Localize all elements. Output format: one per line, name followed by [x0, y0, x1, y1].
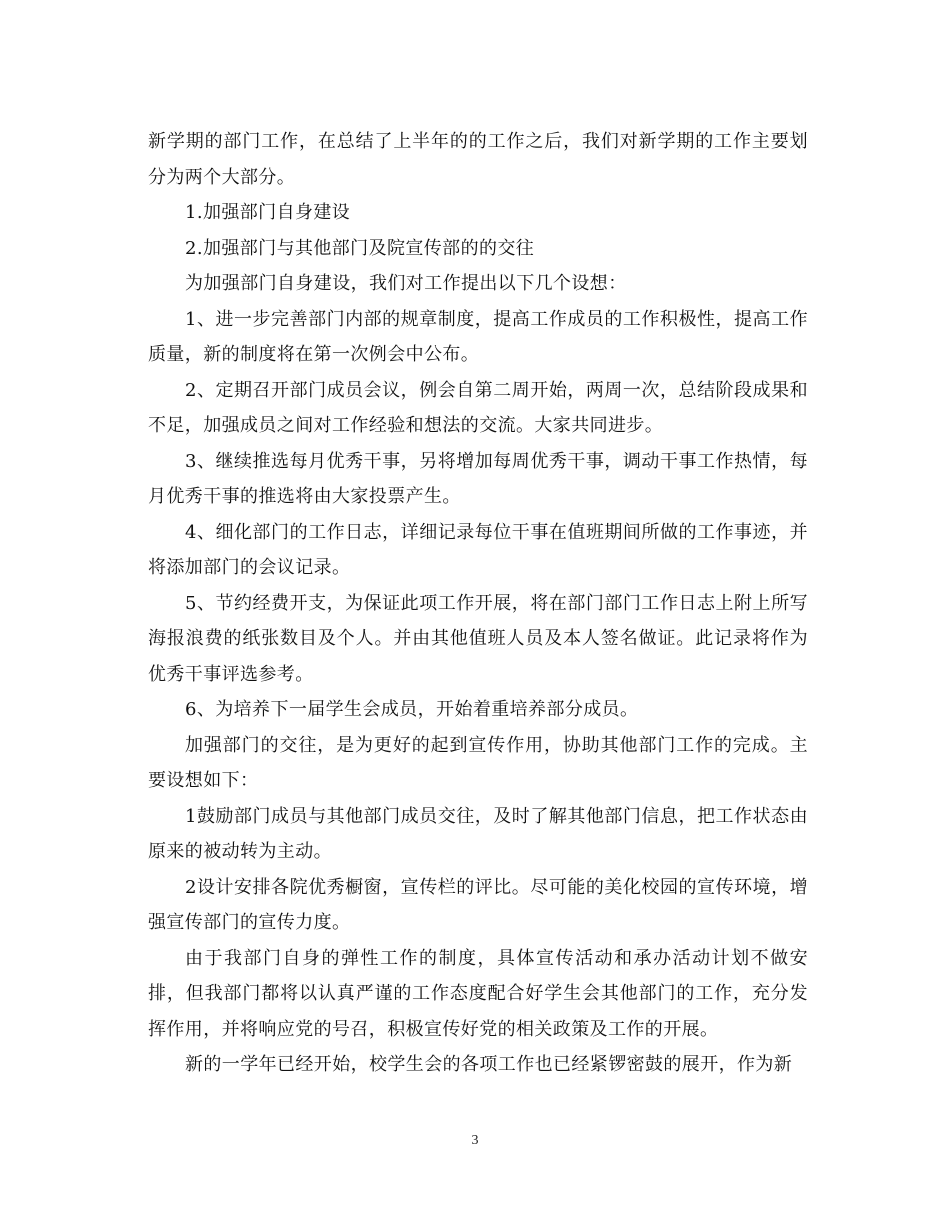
paragraph-self-building-intro: 为加强部门自身建设，我们对工作提出以下几个设想： — [185, 273, 627, 294]
paragraph-item-4: 4、细化部门的工作日志，详细记录每位干事在值班期间所做的工作事迹，并将添加部门的会议记录。 — [148, 521, 808, 578]
paragraph-item-6: 6、为培养下一届学生会成员，开始着重培养部分成员。 — [185, 699, 639, 720]
paragraph-part-1: 1.加强部门自身建设 — [185, 202, 351, 223]
paragraph-exchange-intro: 加强部门的交往，是为更好的起到宣传作用，协助其他部门工作的完成。主要设想如下： — [148, 734, 808, 791]
document-body — [148, 124, 808, 1083]
paragraph-flexible-system: 由于我部门自身的弹性工作的制度，具体宣传活动和承办活动计划不做安排，但我部门都将以认真严谨的工作态度配合好学生会其他部门的工作，充分发挥作用，并将响应党的号召，积极宣传好党的相关政策及工作的开展。 — [148, 947, 808, 1040]
paragraph-item-1: 1、进一步完善部门内部的规章制度，提高工作成员的工作积极性，提高工作质量，新的制度将在第一次例会中公布。 — [148, 308, 808, 365]
paragraph-item-3: 3、继续推选每月优秀干事，另将增加每周优秀干事，调动干事工作热情，每月优秀干事的推选将由大家投票产生。 — [148, 450, 808, 507]
paragraph-item-2: 2、定期召开部门成员会议，例会自第二周开始，两周一次，总结阶段成果和不足，加强成员之间对工作经验和想法的交流。大家共同进步。 — [148, 379, 808, 436]
paragraph-part-2: 2.加强部门与其他部门及院宣传部的的交往 — [185, 237, 535, 259]
paragraph-exchange-1: 1鼓励部门成员与其他部门成员交往，及时了解其他部门信息，把工作状态由原来的被动转为主动。 — [148, 805, 808, 862]
paragraph-item-5: 5、节约经费开支，为保证此项工作开展，将在部门部门工作日志上附上所写海报浪费的纸张数目及个人。并由其他值班人员及本人签名做证。此记录将作为优秀干事评选参考。 — [148, 592, 808, 685]
paragraph-new-year: 新的一学年已经开始，校学生会的各项工作也已经紧锣密鼓的展开，作为新 — [185, 1054, 793, 1075]
paragraph-exchange-2: 2设计安排各院优秀橱窗，宣传栏的评比。尽可能的美化校园的宣传环境，增强宣传部门的宣传力度。 — [148, 876, 808, 933]
paragraph-intro: 新学期的部门工作，在总结了上半年的的工作之后，我们对新学期的工作主要划分为两个大部分。 — [148, 131, 808, 188]
page-number: 3 — [471, 1133, 479, 1148]
